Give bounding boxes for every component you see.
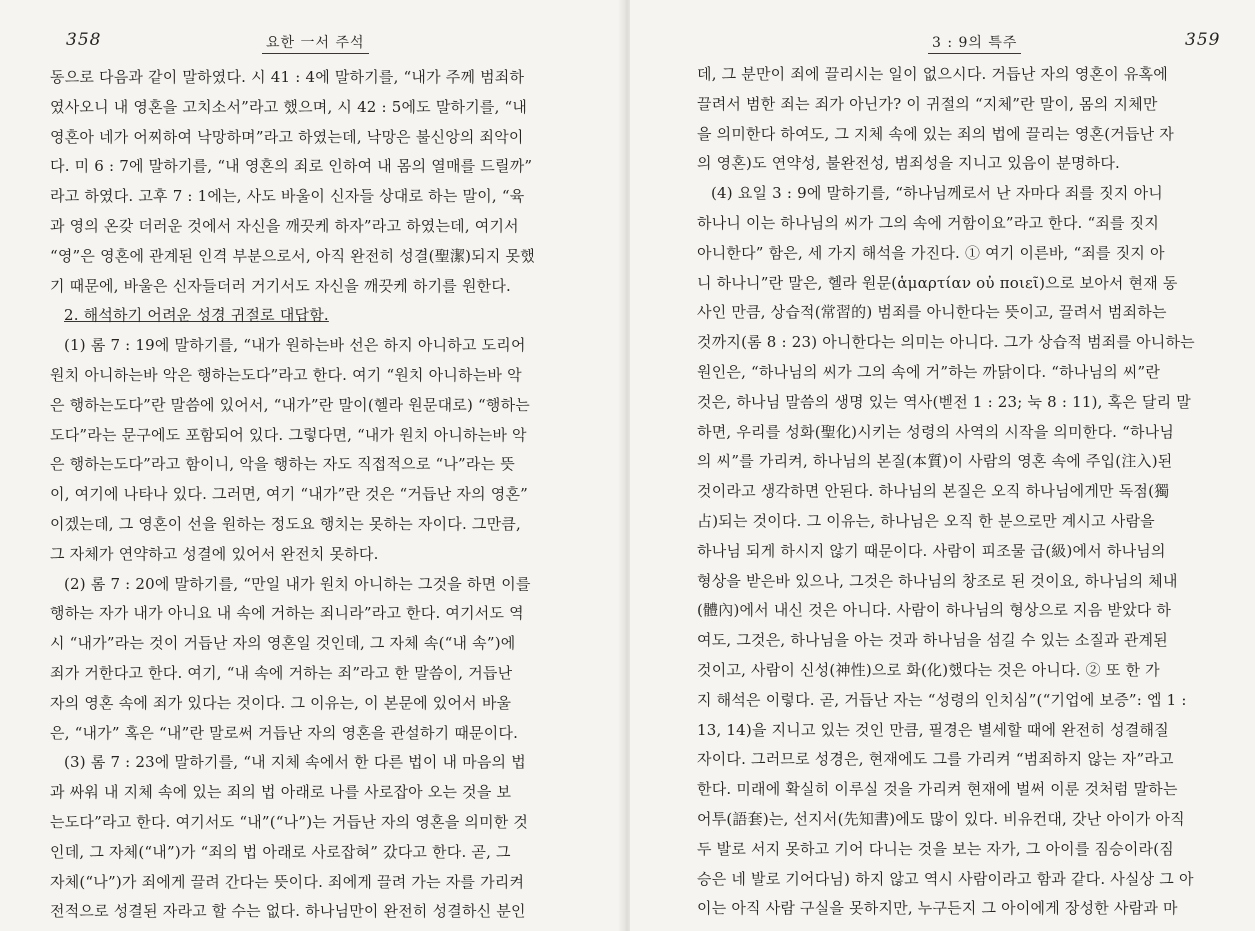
text-line: 형상을 받은바 있으나, 그것은 하나님의 창조로 된 것이요, 하나님의 체내 bbox=[697, 571, 1178, 590]
text-line: 어투(語套)는, 선지서(先知書)에도 많이 있다. 비유컨대, 갓난 아이가 아직 bbox=[697, 810, 1185, 828]
left-page-number: 358 bbox=[66, 30, 102, 50]
text-line: (體內)에서 내신 것은 아니다. 사람이 하나님의 형상으로 지음 받았다 하 bbox=[697, 601, 1172, 620]
text-line: 데, 그 분만이 죄에 끌리시는 일이 없으시다. 거듭난 자의 영혼이 유혹에 bbox=[697, 65, 1168, 83]
text-line: 는도다”라고 한다. 여기서도 “내”(“나”)는 거듭난 자의 영혼을 의미한 것 bbox=[50, 813, 529, 831]
section-heading: 2. 해석하기 어려운 성경 귀절로 대답함. bbox=[64, 306, 329, 325]
text-line: 승은 네 발로 기어다님) 하지 않고 역시 사람이라고 함과 같다. 사실상 그 아 bbox=[697, 869, 1194, 888]
text-line: 그 자체가 연약하고 성결에 있어서 완전치 못하다. bbox=[50, 544, 379, 563]
text-line: 니 하나니”란 말은, 헬라 원문(ἁμαρτίαν οὐ ποιεῖ)으로 보아서 현재 동 bbox=[697, 273, 1178, 292]
text-line: 것이고, 사람이 신성(神性)으로 화(化)했다는 것은 아니다. ② 또 한 가 bbox=[697, 661, 1160, 679]
text-line: “영”은 영혼에 관계된 인격 부분으로서, 아직 완전히 성결(聖潔)되지 못했 bbox=[50, 246, 535, 265]
text-line: 하나님 되게 하시지 않기 때문이다. 사람이 피조물 급(級)에서 하나님의 bbox=[697, 541, 1166, 560]
text-line: 의 영혼)도 연약성, 불완전성, 범죄성을 지니고 있음이 분명하다. bbox=[697, 154, 1120, 173]
text-line: 아니한다” 함은, 세 가지 해석을 가진다. ① 여기 이른바, “죄를 짓지 아 bbox=[697, 243, 1165, 262]
text-line: 의 씨”를 가리켜, 하나님의 본질(本質)이 사람의 영혼 속에 주입(注入)된 bbox=[697, 452, 1173, 471]
text-line: 것이라고 생각하면 안된다. 하나님의 본질은 오직 하나님에게만 독점(獨 bbox=[697, 482, 1170, 501]
text-line: (4) 요일 3 : 9에 말하기를, “하나님께로서 난 자마다 죄를 짓지 아니 bbox=[711, 184, 1163, 203]
text-line: 하나니 이는 하나님의 씨가 그의 속에 거함이요”라고 한다. “죄를 짓지 bbox=[697, 214, 1160, 232]
text-line: 것은, 하나님 말씀의 생명 있는 역사(벧전 1 : 23; 눅 8 : 11), 혹은 달리 말 bbox=[697, 392, 1191, 411]
text-line: 죄가 거한다고 한다. 여기, “내 속에 거하는 죄”라고 한 말씀이, 거듭난 bbox=[50, 664, 513, 682]
text-line: 행하는 자가 내가 아니요 내 속에 거하는 죄니라”라고 한다. 여기서도 역 bbox=[50, 604, 524, 623]
text-line: 였사오니 내 영혼을 고치소서”라고 했으며, 시 42 : 5에도 말하기를, “내 bbox=[50, 97, 528, 116]
text-line: 을 의미한다 하여도, 그 지체 속에 있는 죄의 법에 끌리는 영혼(거듭난 자 bbox=[697, 124, 1174, 143]
text-line: 인데, 그 자체(“내”)가 “죄의 법 아래로 사로잡혀” 갔다고 한다. 곧, 그 bbox=[50, 842, 511, 861]
text-line: 원치 아니하는바 악은 행하는도다”라고 한다. 여기 “원치 아니하는바 악 bbox=[50, 366, 522, 384]
text-line: (2) 롬 7 : 20에 말하기를, “만일 내가 원치 아니하는 그것을 하면 이를 bbox=[64, 574, 531, 593]
left-page bbox=[0, 0, 622, 931]
text-line: 동으로 다음과 같이 말하였다. 시 41 : 4에 말하기를, “내가 주께 범죄하 bbox=[50, 68, 525, 86]
text-line: 13, 14)을 지니고 있는 것인 만큼, 필경은 별세할 때에 완전히 성결해질 bbox=[697, 720, 1169, 739]
text-line: 과 싸워 내 지체 속에 있는 죄의 법 아래로 나를 사로잡아 오는 것을 보 bbox=[50, 783, 512, 802]
text-line: (1) 롬 7 : 19에 말하기를, “내가 원하는바 선은 하지 아니하고 도리어 bbox=[64, 336, 526, 355]
text-line: 은, “내가” 혹은 “내”란 말로써 거듭난 자의 영혼을 관설하기 때문이다. bbox=[50, 723, 519, 742]
text-line: 끌려서 범한 죄는 죄가 아닌가? 이 귀절의 “지체”란 말이, 몸의 지체만 bbox=[697, 94, 1158, 113]
text-line: 한다. 미래에 확실히 이루실 것을 가리켜 현재에 벌써 이룬 것처럼 말하는 bbox=[697, 780, 1178, 799]
text-line: 영혼아 네가 어찌하여 낙망하며”라고 하였는데, 낙망은 불신앙의 죄악이 bbox=[50, 127, 524, 146]
text-line: 자체(“나”)가 죄에게 끌려 간다는 뜻이다. 죄에게 끌려 가는 자를 가리켜 bbox=[50, 872, 525, 891]
text-line: 이는 아직 사람 구실을 못하지만, 누구든지 그 아이에게 장성한 사람과 마 bbox=[697, 899, 1178, 918]
text-line: 이, 여기에 나타나 있다. 그러면, 여기 “내가”란 것은 “거듭난 자의 영혼” bbox=[50, 485, 529, 504]
text-line: 지 해석은 이렇다. 곧, 거듭난 자는 “성령의 인치심”(“기업에 보증”: 엡 1 : bbox=[697, 690, 1187, 709]
text-line: 은 행하는도다”란 말씀에 있어서, “내가”란 말이(헬라 원문대로) “행하는 bbox=[50, 395, 530, 414]
text-line: 占)되는 것이다. 그 이유는, 하나님은 오직 한 분으로만 계시고 사람을 bbox=[697, 512, 1155, 530]
text-line: 여도, 그것은, 하나님을 아는 것과 하나님을 섬길 수 있는 소질과 관계된 bbox=[697, 631, 1168, 650]
text-line: 과 영의 온갖 더러운 것에서 자신을 깨끗케 하자”라고 하였는데, 여기서 bbox=[50, 217, 519, 235]
text-line: 것까지(롬 8 : 23) 아니한다는 의미는 아니다. 그가 상습적 범죄를 아니하는 bbox=[697, 333, 1195, 352]
text-line: 라고 하였다. 고후 7 : 1에는, 사도 바울이 신자들 상대로 하는 말이, “육 bbox=[50, 187, 525, 206]
text-line: (3) 롬 7 : 23에 말하기를, “내 지체 속에서 한 다른 법이 내 마음의 법 bbox=[64, 753, 526, 772]
right-page bbox=[630, 0, 1255, 931]
right-running-title: 3 : 9의 특주 bbox=[928, 32, 1021, 54]
text-line: 시 “내가”라는 것이 거듭난 자의 영혼일 것인데, 그 자체 속(“내 속”)에 bbox=[50, 634, 516, 653]
text-line: 이겠는데, 그 영혼이 선을 원하는 정도요 행치는 못하는 자이다. 그만큼, bbox=[50, 515, 521, 533]
text-line: 은 행하는도다”라고 함이니, 악을 행하는 자도 직접적으로 “나”라는 뜻 bbox=[50, 455, 515, 474]
text-line: 사인 만큼, 상습적(常習的) 범죄를 아니한다는 뜻이고, 끌려서 범죄하는 bbox=[697, 303, 1167, 322]
text-line: 원인은, “하나님의 씨가 그의 속에 거”하는 까닭이다. “하나님의 씨”란 bbox=[697, 363, 1161, 381]
text-line: 자의 영혼 속에 죄가 있다는 것이다. 그 이유는, 이 본문에 있어서 바울 bbox=[50, 693, 512, 712]
left-running-title: 요한 一서 주석 bbox=[262, 32, 369, 54]
text-line: 두 발로 서지 못하고 기어 다니는 것을 보는 자가, 그 아이를 짐승이라(짐 bbox=[697, 839, 1174, 858]
text-line: 자이다. 그러므로 성경은, 현재에도 그를 가리켜 “범죄하지 않는 자”라고 bbox=[697, 750, 1174, 769]
text-line: 전적으로 성결된 자라고 할 수는 없다. 하나님만이 완전히 성결하신 분인 bbox=[50, 902, 526, 921]
text-line: 기 때문에, 바울은 신자들더러 거기서도 자신을 깨끗케 하기를 원한다. bbox=[50, 276, 512, 295]
right-page-number: 359 bbox=[1185, 30, 1221, 50]
text-line: 하면, 우리를 성화(聖化)시키는 성령의 사역의 시작을 의미한다. “하나님 bbox=[697, 422, 1175, 441]
text-line: 다. 미 6 : 7에 말하기를, “내 영혼의 죄로 인하여 내 몸의 열매를 드릴까” bbox=[50, 157, 533, 176]
text-line: 도다”라는 문구에도 포함되어 있다. 그렇다면, “내가 원치 아니하는바 악 bbox=[50, 425, 527, 444]
